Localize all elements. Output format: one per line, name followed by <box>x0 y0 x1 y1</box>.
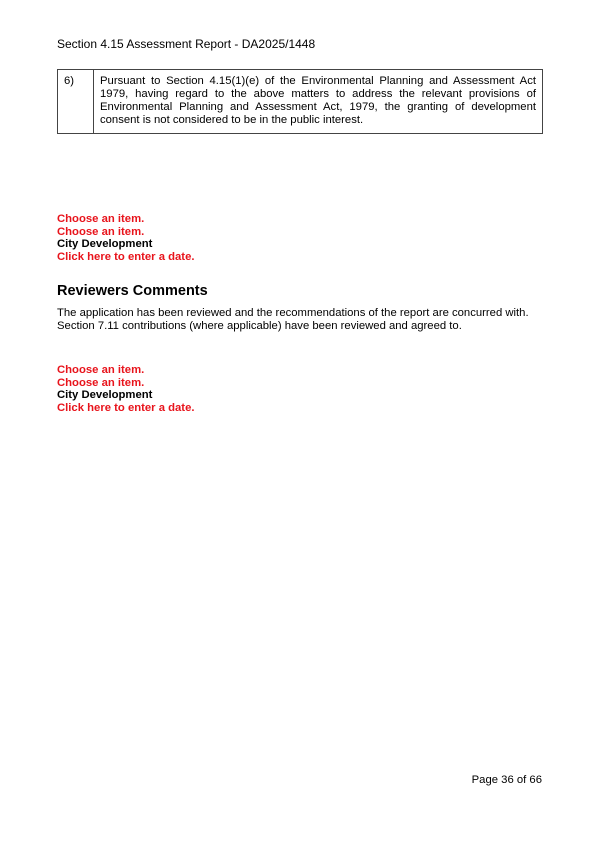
author-name-dropdown[interactable]: Choose an item. <box>57 213 145 225</box>
reviewers-comment-line: The application has been reviewed and the recommendations of the report are concurred with. <box>57 307 529 319</box>
report-header: Section 4.15 Assessment Report - DA2025/1448 <box>57 37 316 51</box>
page-number: Page 36 of 66 <box>471 774 542 786</box>
conditions-table <box>57 69 543 134</box>
condition-text: Pursuant to Section 4.15(1)(e) of the Environmental Planning and Assessment Act 1979, having regard to the above matters to address the relevant provisions of Environmental Planning and Assessment Act, 1979, the granting of development consent is not considered to be in the public interest. <box>94 70 543 134</box>
author-position-dropdown[interactable]: Choose an item. <box>57 225 145 238</box>
author-signoff-block <box>57 213 195 264</box>
reviewer-date-picker[interactable]: Click here to enter a date. <box>57 402 195 415</box>
reviewers-comments-heading: Reviewers Comments <box>57 283 208 299</box>
author-date-picker[interactable]: Click here to enter a date. <box>57 251 195 264</box>
author-department: City Development <box>57 238 153 251</box>
table-row <box>58 70 543 134</box>
reviewer-position-dropdown[interactable]: Choose an item. <box>57 376 145 389</box>
condition-number: 6) <box>58 70 94 134</box>
reviewer-name-dropdown[interactable]: Choose an item. <box>57 364 145 376</box>
reviewer-signoff-block <box>57 364 195 415</box>
reviewers-comments-body <box>57 307 529 333</box>
reviewer-department: City Development <box>57 389 153 402</box>
reviewers-comment-line: Section 7.11 contributions (where applicable) have been reviewed and agreed to. <box>57 320 462 332</box>
